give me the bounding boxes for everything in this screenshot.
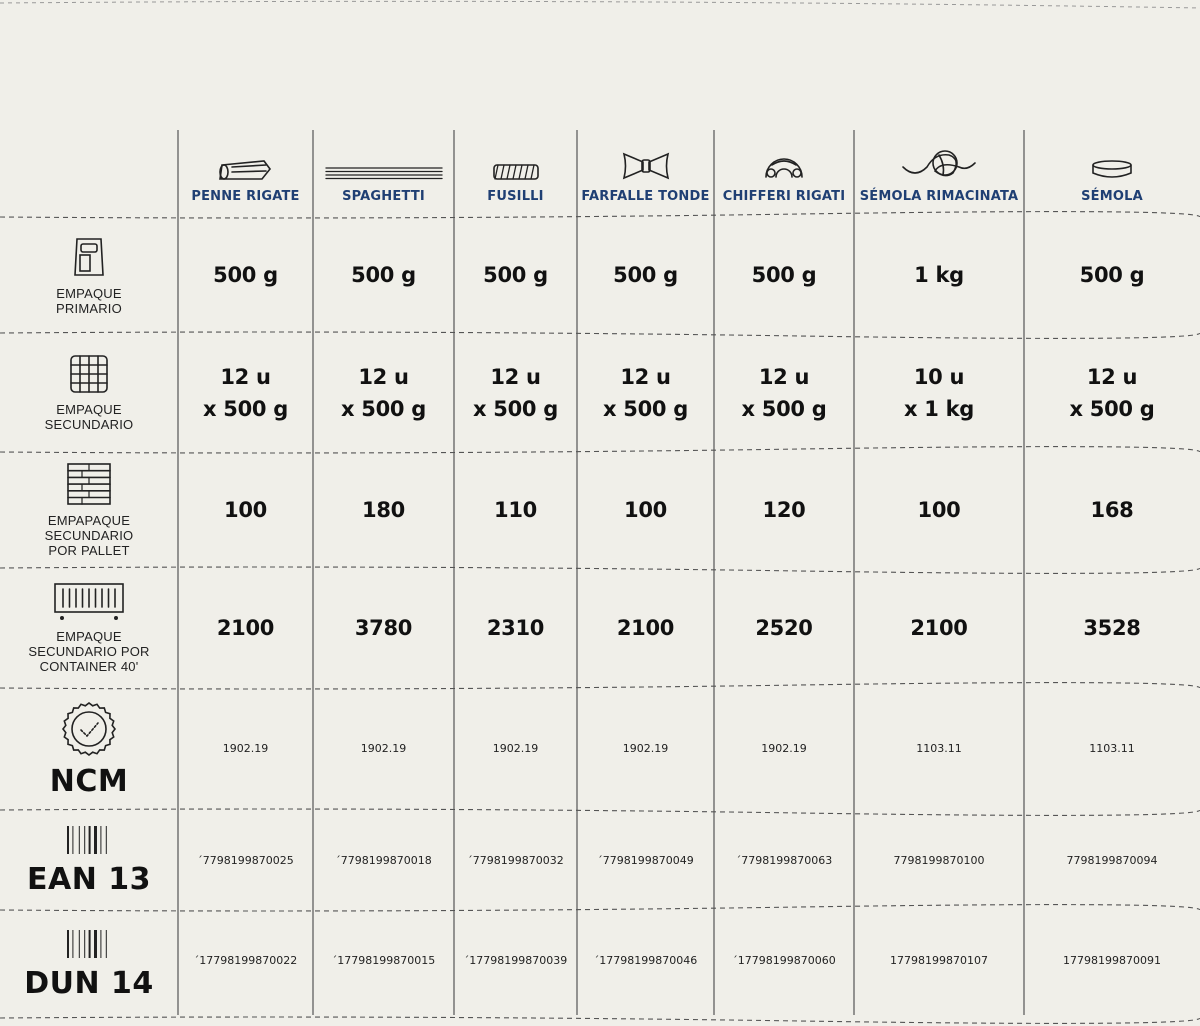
product-header <box>854 120 1024 204</box>
cell-value: 7798199870100 <box>893 854 985 867</box>
box-grid-icon <box>68 353 110 395</box>
container-icon <box>53 582 125 622</box>
row-label-line: EMPAQUE <box>56 629 122 644</box>
table-cell <box>1024 452 1200 568</box>
row-icon-wrap <box>68 353 110 400</box>
table-cell <box>178 810 313 910</box>
table-cell <box>854 217 1024 333</box>
cell-value: ´7798199870025 <box>197 854 294 867</box>
row-icon-wrap <box>65 825 113 860</box>
cell-value: 500 g <box>213 263 278 287</box>
row-label-line: SECUNDARIO POR <box>28 644 150 659</box>
cell-value: ´17798199870060 <box>732 954 836 967</box>
cell-value: 3528 <box>1083 616 1141 640</box>
table-cell <box>454 333 577 452</box>
product-icon-wrap <box>492 141 540 181</box>
cell-value: 500 g <box>483 263 548 287</box>
product-name: FUSILLI <box>487 189 544 204</box>
table-cell <box>1024 810 1200 910</box>
table-cell <box>454 452 577 568</box>
cell-value: 1902.19 <box>622 742 669 755</box>
table-cell <box>714 688 854 810</box>
cell-value: 12 u <box>358 364 409 389</box>
product-header <box>577 120 714 204</box>
table-cell <box>1024 688 1200 810</box>
row-icon-wrap <box>65 929 113 964</box>
table-cell <box>577 217 714 333</box>
row-label-line: POR PALLET <box>48 543 130 558</box>
cell-value: 2100 <box>616 616 675 640</box>
cell-value: 12 u <box>490 364 541 389</box>
cell-value: 1103.11 <box>1089 742 1135 755</box>
table-cell <box>854 810 1024 910</box>
cell-value: 100 <box>224 498 267 522</box>
table-cell <box>178 333 313 452</box>
cell-value: ´7798199870032 <box>467 854 564 867</box>
table-cell <box>577 810 714 910</box>
table-cell <box>313 217 454 333</box>
cell-value: ´17798199870015 <box>331 954 436 967</box>
cell-value: x 500 g <box>341 396 426 421</box>
product-header <box>454 120 577 204</box>
table-cell <box>577 452 714 568</box>
row-icon-wrap <box>61 701 117 762</box>
cell-value: 1902.19 <box>222 742 269 755</box>
cell-value: 1 kg <box>914 263 964 287</box>
table-cell <box>178 688 313 810</box>
cell-value: 110 <box>494 498 537 522</box>
chifferi-icon <box>762 151 806 181</box>
cell-value: 10 u <box>913 364 965 389</box>
table-cell <box>454 910 577 1018</box>
product-icon-wrap <box>901 141 977 181</box>
cell-value: x 500 g <box>1069 396 1155 421</box>
table-cell <box>854 333 1024 452</box>
table-cell <box>1024 333 1200 452</box>
seal-check-icon <box>61 701 117 757</box>
table-cell <box>454 688 577 810</box>
product-header <box>178 120 313 204</box>
cell-value: ´7798199870018 <box>335 854 432 867</box>
row-icon-wrap <box>66 462 112 511</box>
cell-value: 7798199870094 <box>1066 854 1158 867</box>
cell-value: 2100 <box>910 616 968 640</box>
cell-value: ´17798199870022 <box>193 954 298 967</box>
row-label-cell <box>0 910 178 1018</box>
cell-value: 12 u <box>620 364 671 389</box>
row-label-cell <box>0 217 178 333</box>
table-cell <box>313 688 454 810</box>
table-cell <box>1024 568 1200 688</box>
row-label-cell <box>0 688 178 810</box>
cell-value: 1902.19 <box>360 742 407 755</box>
cell-value: x 500 g <box>203 396 288 421</box>
farfalle-icon <box>621 151 671 181</box>
row-label-cell <box>0 452 178 568</box>
product-name: SPAGHETTI <box>342 189 425 204</box>
row-label-line: EMPAPAQUE <box>47 513 131 528</box>
product-header <box>1024 120 1200 204</box>
table-cell <box>714 910 854 1018</box>
barcode-icon <box>65 825 113 855</box>
table-cell <box>714 217 854 333</box>
cell-value: 12 u <box>758 364 810 389</box>
cell-value: 500 g <box>351 263 416 287</box>
cell-value: 17798199870091 <box>1063 954 1161 967</box>
cell-value: 500 g <box>751 263 817 287</box>
row-code-label: EAN 13 <box>26 861 151 897</box>
row-label-line: CONTAINER 40' <box>39 659 139 674</box>
table-cell <box>577 910 714 1018</box>
package-bag-icon <box>72 235 106 279</box>
table-cell <box>1024 217 1200 333</box>
row-code-label: DUN 14 <box>24 965 154 1001</box>
cell-value: 500 g <box>613 263 678 287</box>
row-label-cell <box>0 810 178 910</box>
barcode-icon <box>65 929 113 959</box>
cell-value: 500 g <box>1079 263 1145 287</box>
table-cell <box>577 688 714 810</box>
table-cell <box>178 452 313 568</box>
row-label-cell <box>0 333 178 452</box>
table-cell <box>714 452 854 568</box>
cell-value: 17798199870107 <box>890 954 988 967</box>
semola-icon <box>1090 159 1134 181</box>
product-name: SÉMOLA RIMACINATA <box>859 189 1019 204</box>
cell-value: 3780 <box>354 616 413 640</box>
table-cell <box>577 568 714 688</box>
table-cell <box>714 568 854 688</box>
cell-value: 2310 <box>486 616 545 640</box>
table-cell <box>454 217 577 333</box>
table-cell <box>313 810 454 910</box>
table-cell <box>313 568 454 688</box>
product-name: PENNE RIGATE <box>191 189 300 204</box>
table-cell <box>454 568 577 688</box>
cell-value: 100 <box>624 498 667 522</box>
cell-value: 2520 <box>755 616 813 640</box>
row-code-label: NCM <box>49 763 129 799</box>
penne-icon <box>218 159 274 181</box>
table-cell <box>1024 910 1200 1018</box>
product-icon-wrap <box>1090 141 1134 181</box>
row-label-line: SECUNDARIO <box>44 417 134 432</box>
cell-value: 2100 <box>216 616 275 640</box>
cell-value: 180 <box>362 498 405 522</box>
table-cell <box>854 452 1024 568</box>
cell-value: 12 u <box>1086 364 1138 389</box>
table-cell <box>577 333 714 452</box>
top-border <box>0 1 1200 8</box>
product-name: FARFALLE TONDE <box>581 189 710 204</box>
table-cell <box>454 810 577 910</box>
product-name: CHIFFERI RIGATI <box>722 189 846 204</box>
product-header <box>714 120 854 204</box>
product-icon-wrap <box>621 141 671 181</box>
row-icon-wrap <box>72 235 106 284</box>
row-label-line: EMPAQUE <box>56 402 122 417</box>
table-cell <box>714 333 854 452</box>
table-cell <box>854 910 1024 1018</box>
cell-value: x 500 g <box>603 396 688 421</box>
row-label-cell <box>0 568 178 688</box>
spaghetti-icon <box>324 165 444 181</box>
row-label-line: EMPAQUE <box>56 285 122 301</box>
table-cell <box>313 333 454 452</box>
row-label-line: SECUNDARIO <box>44 528 134 543</box>
cell-value: 12 u <box>220 364 271 389</box>
product-header <box>313 120 454 204</box>
product-icon-wrap <box>324 141 444 181</box>
table-cell <box>313 910 454 1018</box>
fusilli-icon <box>492 163 540 181</box>
product-icon-wrap <box>762 141 806 181</box>
pallet-icon <box>66 462 112 506</box>
product-icon-wrap <box>218 141 274 181</box>
cell-value: ´7798199870049 <box>597 854 694 867</box>
cell-value: 1902.19 <box>492 742 539 755</box>
cell-value: ´17798199870039 <box>463 954 568 967</box>
row-label-line: PRIMARIO <box>56 300 122 316</box>
cell-value: 120 <box>762 498 806 522</box>
cell-value: 1103.11 <box>916 742 962 755</box>
product-name: SÉMOLA <box>1081 189 1143 204</box>
table-cell <box>714 810 854 910</box>
table-cell <box>178 568 313 688</box>
cell-value: 100 <box>917 498 961 522</box>
cell-value: x 1 kg <box>904 396 974 421</box>
cell-value: x 500 g <box>741 396 827 421</box>
table-cell <box>178 910 313 1018</box>
cell-value: 1902.19 <box>761 742 807 755</box>
table-cell <box>854 568 1024 688</box>
cell-value: ´7798199870063 <box>735 854 833 867</box>
table-cell <box>178 217 313 333</box>
row-icon-wrap <box>53 582 125 627</box>
cell-value: x 500 g <box>473 396 558 421</box>
cell-value: 168 <box>1090 498 1134 522</box>
cell-value: ´17798199870046 <box>593 954 698 967</box>
table-cell <box>854 688 1024 810</box>
semola-rimacinata-icon <box>901 145 977 181</box>
table-cell <box>313 452 454 568</box>
